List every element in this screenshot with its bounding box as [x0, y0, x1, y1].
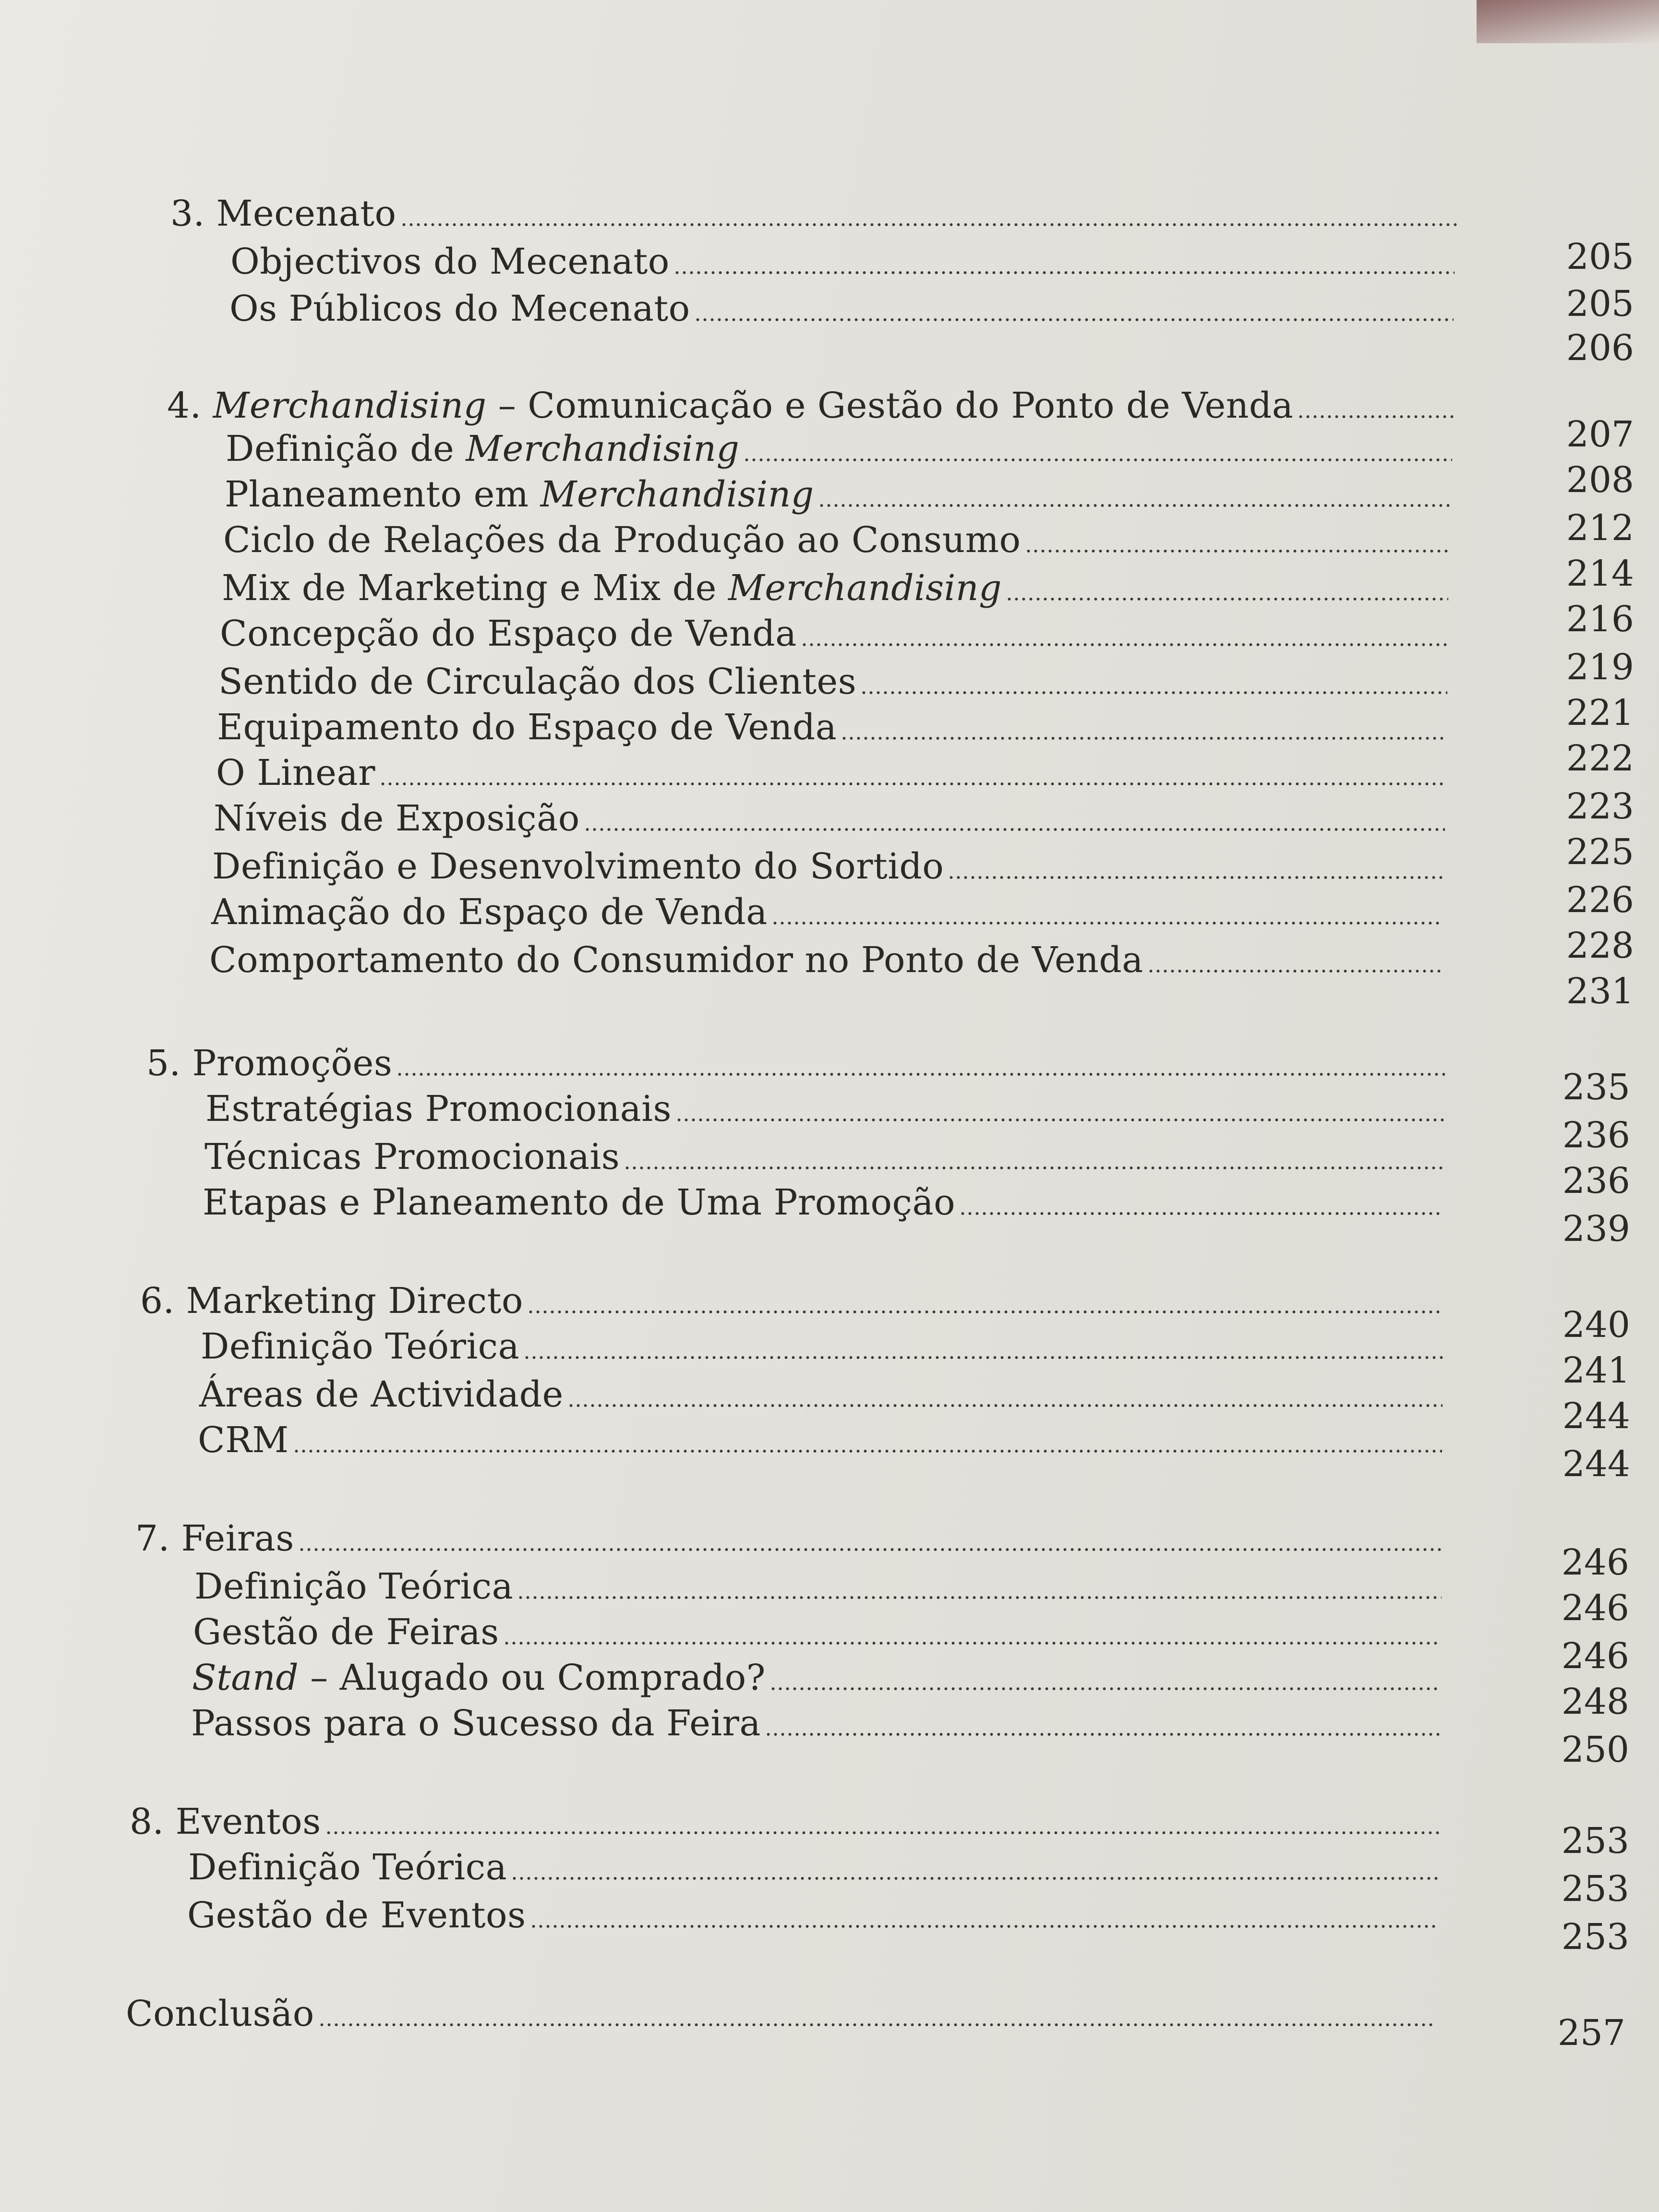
entry-text: Definição de [226, 428, 466, 469]
dot-leader [673, 269, 1455, 276]
toc-entry [220, 607, 1449, 655]
toc-entry-label [222, 566, 1006, 610]
dot-leader [530, 1923, 1439, 1930]
dot-leader [860, 689, 1447, 697]
dot-leader [675, 1116, 1444, 1124]
toc-entry [194, 1560, 1442, 1608]
toc-page-number: 253 [1561, 1820, 1629, 1862]
toc-entry [223, 514, 1450, 562]
toc-entry-label: Gestão de Eventos [187, 1895, 526, 1936]
toc-entry [192, 1651, 1440, 1699]
toc-page-number: 221 [1566, 692, 1634, 733]
toc-page-number: 246 [1561, 1635, 1629, 1677]
toc-section-heading [140, 1274, 1443, 1322]
toc-entry [203, 1176, 1443, 1224]
toc-entry [205, 1082, 1444, 1130]
toc-entry-label: Objectivos do Mecenato [230, 241, 670, 282]
dot-leader [765, 1731, 1440, 1738]
section-title-italic: Merchandising [213, 385, 487, 426]
dot-leader [769, 1685, 1440, 1693]
toc-page-number: 216 [1566, 599, 1634, 640]
toc-entry-label: Definição e Desenvolvimento do Sortido [212, 846, 944, 887]
toc-entry [193, 1606, 1441, 1654]
dot-leader [325, 1829, 1440, 1837]
dot-leader [527, 1308, 1443, 1316]
section-number: 4. [167, 385, 213, 426]
dot-leader [1025, 547, 1450, 555]
dot-leader [959, 1210, 1443, 1217]
toc-page-number: 223 [1566, 786, 1634, 827]
dot-leader [1297, 413, 1454, 421]
toc-page-number: 214 [1566, 553, 1634, 594]
dot-leader [298, 1546, 1442, 1553]
dot-leader [293, 1447, 1442, 1455]
dot-leader [400, 221, 1457, 228]
toc-entry [230, 235, 1455, 283]
dot-leader [801, 641, 1449, 649]
toc-page-number: 236 [1562, 1160, 1630, 1202]
toc-entry [204, 1130, 1443, 1178]
toc-page-number: 244 [1562, 1443, 1630, 1485]
toc-page-number: 228 [1566, 925, 1634, 966]
toc-section-title [167, 384, 1297, 427]
dot-leader [511, 1875, 1439, 1882]
toc-entry-label: Os Públicos do Mecenato [229, 288, 690, 329]
toc-entry-label [192, 1656, 769, 1699]
dot-leader [694, 316, 1454, 324]
dot-leader [517, 1594, 1442, 1601]
toc-entry-label: Níveis de Exposição [214, 798, 580, 839]
dot-leader [379, 780, 1446, 788]
dot-leader [396, 1070, 1445, 1078]
toc-entry [225, 468, 1451, 516]
toc-entry [226, 422, 1452, 470]
toc-page-number: 240 [1562, 1304, 1630, 1346]
dot-leader [584, 826, 1445, 833]
toc-section-title: 8. Eventos [130, 1801, 321, 1842]
dot-leader [771, 919, 1443, 927]
toc-entry-label [226, 427, 743, 470]
toc-page-number: 236 [1562, 1115, 1630, 1156]
toc-entry [199, 1368, 1443, 1416]
dot-leader [318, 2021, 1436, 2029]
toc-page-number: 244 [1562, 1395, 1630, 1437]
entry-text-italic: Merchandising [466, 428, 740, 469]
toc-page-number: 250 [1561, 1729, 1629, 1770]
toc-conclusion-label: Conclusão [126, 1993, 314, 2034]
toc-page-number: 205 [1566, 236, 1634, 277]
toc-entry-label: Etapas e Planeamento de Uma Promoção [203, 1182, 956, 1223]
toc-entry-label: Técnicas Promocionais [204, 1136, 620, 1178]
toc-entry-label: Ciclo de Relações da Produção ao Consumo [223, 519, 1021, 561]
toc-entry [191, 1697, 1440, 1745]
toc-page-number: 231 [1566, 971, 1634, 1012]
dot-leader [523, 1354, 1443, 1361]
toc-page-number: 205 [1566, 283, 1634, 325]
entry-text: – Alugado ou Comprado? [299, 1657, 766, 1698]
toc-page-number: 253 [1561, 1916, 1629, 1958]
toc-entry [222, 562, 1448, 610]
toc-page-number: 208 [1566, 459, 1634, 501]
toc-entry [211, 886, 1443, 934]
dot-leader [743, 456, 1452, 464]
toc-entry-label: CRM [198, 1419, 289, 1461]
toc-page-number: 212 [1566, 507, 1634, 549]
toc-entry-label [225, 473, 818, 516]
dot-leader [1147, 967, 1442, 975]
dot-leader [841, 734, 1447, 742]
toc-page-number: 253 [1561, 1868, 1629, 1910]
entry-text: Mix de Marketing e Mix de [222, 567, 728, 609]
toc-entry [188, 1841, 1439, 1889]
toc-page-number: 222 [1566, 738, 1634, 779]
toc-page-number: 207 [1566, 414, 1634, 455]
toc-entry [216, 746, 1446, 794]
toc-section-heading [146, 1037, 1445, 1085]
toc-entry [218, 655, 1447, 703]
toc-entry-label: Equipamento do Espaço de Venda [217, 707, 837, 748]
toc-entry-label: Sentido de Circulação dos Clientes [218, 661, 857, 702]
toc-page-number: 246 [1561, 1542, 1629, 1583]
toc-entry [214, 792, 1445, 840]
dot-leader [503, 1639, 1441, 1647]
toc-section-title: 6. Marketing Directo [140, 1280, 523, 1322]
toc-entry [201, 1320, 1443, 1368]
entry-text: Planeamento em [225, 474, 541, 515]
toc-page-number: 226 [1566, 879, 1634, 921]
toc-entry [187, 1889, 1439, 1937]
toc-entry-label: Animação do Espaço de Venda [211, 891, 768, 933]
toc-page-number: 219 [1566, 647, 1634, 688]
section-title-rest: – Comunicação e Gestão do Ponto de Venda [486, 385, 1294, 426]
toc-entry [198, 1414, 1442, 1462]
toc-section-heading [167, 379, 1454, 427]
dot-leader [948, 874, 1443, 881]
toc-page-number: 246 [1561, 1587, 1629, 1629]
entry-text-italic: Merchandising [540, 474, 814, 515]
toc-section-title: 3. Mecenato [170, 193, 397, 234]
toc-section-heading [135, 1512, 1442, 1560]
toc-page-number: 241 [1562, 1350, 1630, 1391]
toc-section-title: 7. Feiras [135, 1518, 294, 1559]
toc-conclusion [126, 1987, 1436, 2035]
entry-text-italic: Stand [192, 1657, 299, 1698]
toc-entry-label: O Linear [216, 752, 375, 793]
toc-entry-label: Definição Teórica [188, 1847, 507, 1888]
toc-entry [212, 840, 1443, 888]
toc-entry-label: Definição Teórica [201, 1326, 520, 1367]
toc-entry-label: Áreas de Actividade [199, 1374, 564, 1415]
toc-entry-label: Concepção do Espaço de Venda [220, 613, 797, 654]
dot-leader [567, 1402, 1443, 1409]
dot-leader [1006, 595, 1448, 603]
dot-leader [818, 502, 1451, 509]
toc-section-title: 5. Promoções [146, 1043, 393, 1084]
toc-entry [217, 701, 1447, 749]
dot-leader [624, 1164, 1443, 1172]
toc-page-number: 206 [1566, 327, 1634, 369]
toc-entry-label: Gestão de Feiras [193, 1611, 499, 1653]
toc-section-heading [170, 187, 1457, 235]
toc-page-number: 248 [1561, 1681, 1629, 1722]
toc-page-number: 235 [1562, 1067, 1630, 1108]
toc-page-number: 257 [1557, 2012, 1625, 2054]
toc-page-number: 239 [1562, 1208, 1630, 1250]
toc-section-heading [130, 1795, 1440, 1843]
toc-entry-label: Comportamento do Consumidor no Ponto de Venda [209, 939, 1143, 981]
toc-entry [209, 934, 1442, 982]
toc-entry-label: Definição Teórica [194, 1566, 514, 1607]
toc-entry-label: Estratégias Promocionais [205, 1088, 672, 1130]
toc-entry [229, 282, 1454, 330]
toc-page-number: 225 [1566, 831, 1634, 873]
toc-entry-label: Passos para o Sucesso da Feira [191, 1703, 761, 1744]
entry-text-italic: Merchandising [728, 567, 1002, 609]
